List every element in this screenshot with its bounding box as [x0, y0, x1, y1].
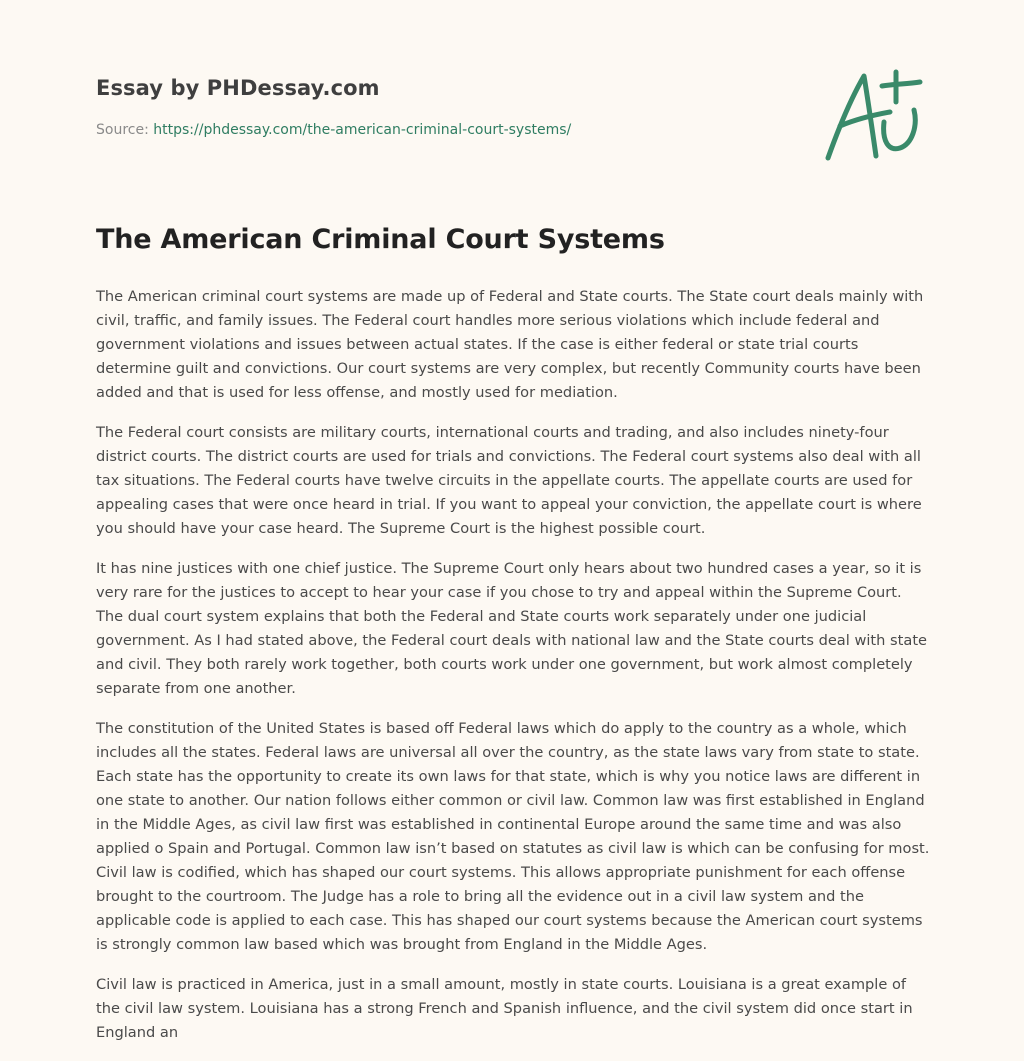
- page-header: [96, 76, 796, 138]
- essay-paragraph: The constitution of the United States is based off Federal laws which do apply to the country as a whole, which includes all the states. Federal laws are universal all over the country, as the state laws vary from state to state. Each state has the opportunity to create its own laws for that state, which is why you notice laws are different in one state to another. Our nation follows either common or civil law. Common law was first established in England in the Middle Ages, as civil law first was established in continental Europe around the same time and was also applied o Spain and Portugal. Common law isn’t based on statutes as civil law is which can be confusing for most. Civil law is codified, which has shaped our court systems. This allows appropriate punishment for each offense brought to the courtroom. The Judge has a role to bring all the evidence out in a civil law system and the applicable code is applied to each case. This has shaped our court systems because the American court systems is strongly common law based which was brought from England in the Middle Ages.: [96, 720, 930, 953]
- a-plus-grade-icon: [818, 64, 930, 168]
- essay-paragraph: The American criminal court systems are made up of Federal and State courts. The State court deals mainly with civil, traffic, and family issues. The Federal court handles more serious violations which include federal and government violations and issues between actual states. If the case is either federal or state trial courts determine guilt and convictions. Our court systems are very complex, but recently Community courts have been added and that is used for less offense, and mostly used for mediation.: [96, 288, 924, 401]
- brand-title: Essay by PHDessay.com: [96, 76, 380, 100]
- source-line: [96, 122, 796, 138]
- essay-paragraph: Civil law is practiced in America, just in a small amount, mostly in state courts. Louisiana is a great example of the civil law system. Louisiana has a strong French and Spanish influence, and the civil system did once start in England an: [96, 976, 913, 1041]
- essay-paragraph: It has nine justices with one chief justice. The Supreme Court only hears about two hundred cases a year, so it is very rare for the justices to accept to hear your case if you chose to try and appeal within the Supreme Court. The dual court system explains that both the Federal and State courts work separately under one judicial government. As I had stated above, the Federal court deals with national law and the State courts deal with state and civil. They both rarely work together, both courts work under one government, but work almost completely separate from one another.: [96, 560, 928, 697]
- essay-paragraph: The Federal court consists are military courts, international courts and trading, and also includes ninety-four district courts. The district courts are used for trials and convictions. The Federal court systems also deal with all tax situations. The Federal courts have twelve circuits in the appellate courts. The appellate courts are used for appealing cases that were once heard in trial. If you want to appeal your conviction, the appellate court is where you should have your case heard. The Supreme Court is the highest possible court.: [96, 424, 922, 537]
- essay-title: The American Criminal Court Systems: [96, 224, 665, 255]
- source-link[interactable]: https://phdessay.com/the-american-criminal-court-systems/: [153, 122, 572, 138]
- source-label: Source:: [96, 122, 149, 138]
- essay-body: [96, 285, 932, 1061]
